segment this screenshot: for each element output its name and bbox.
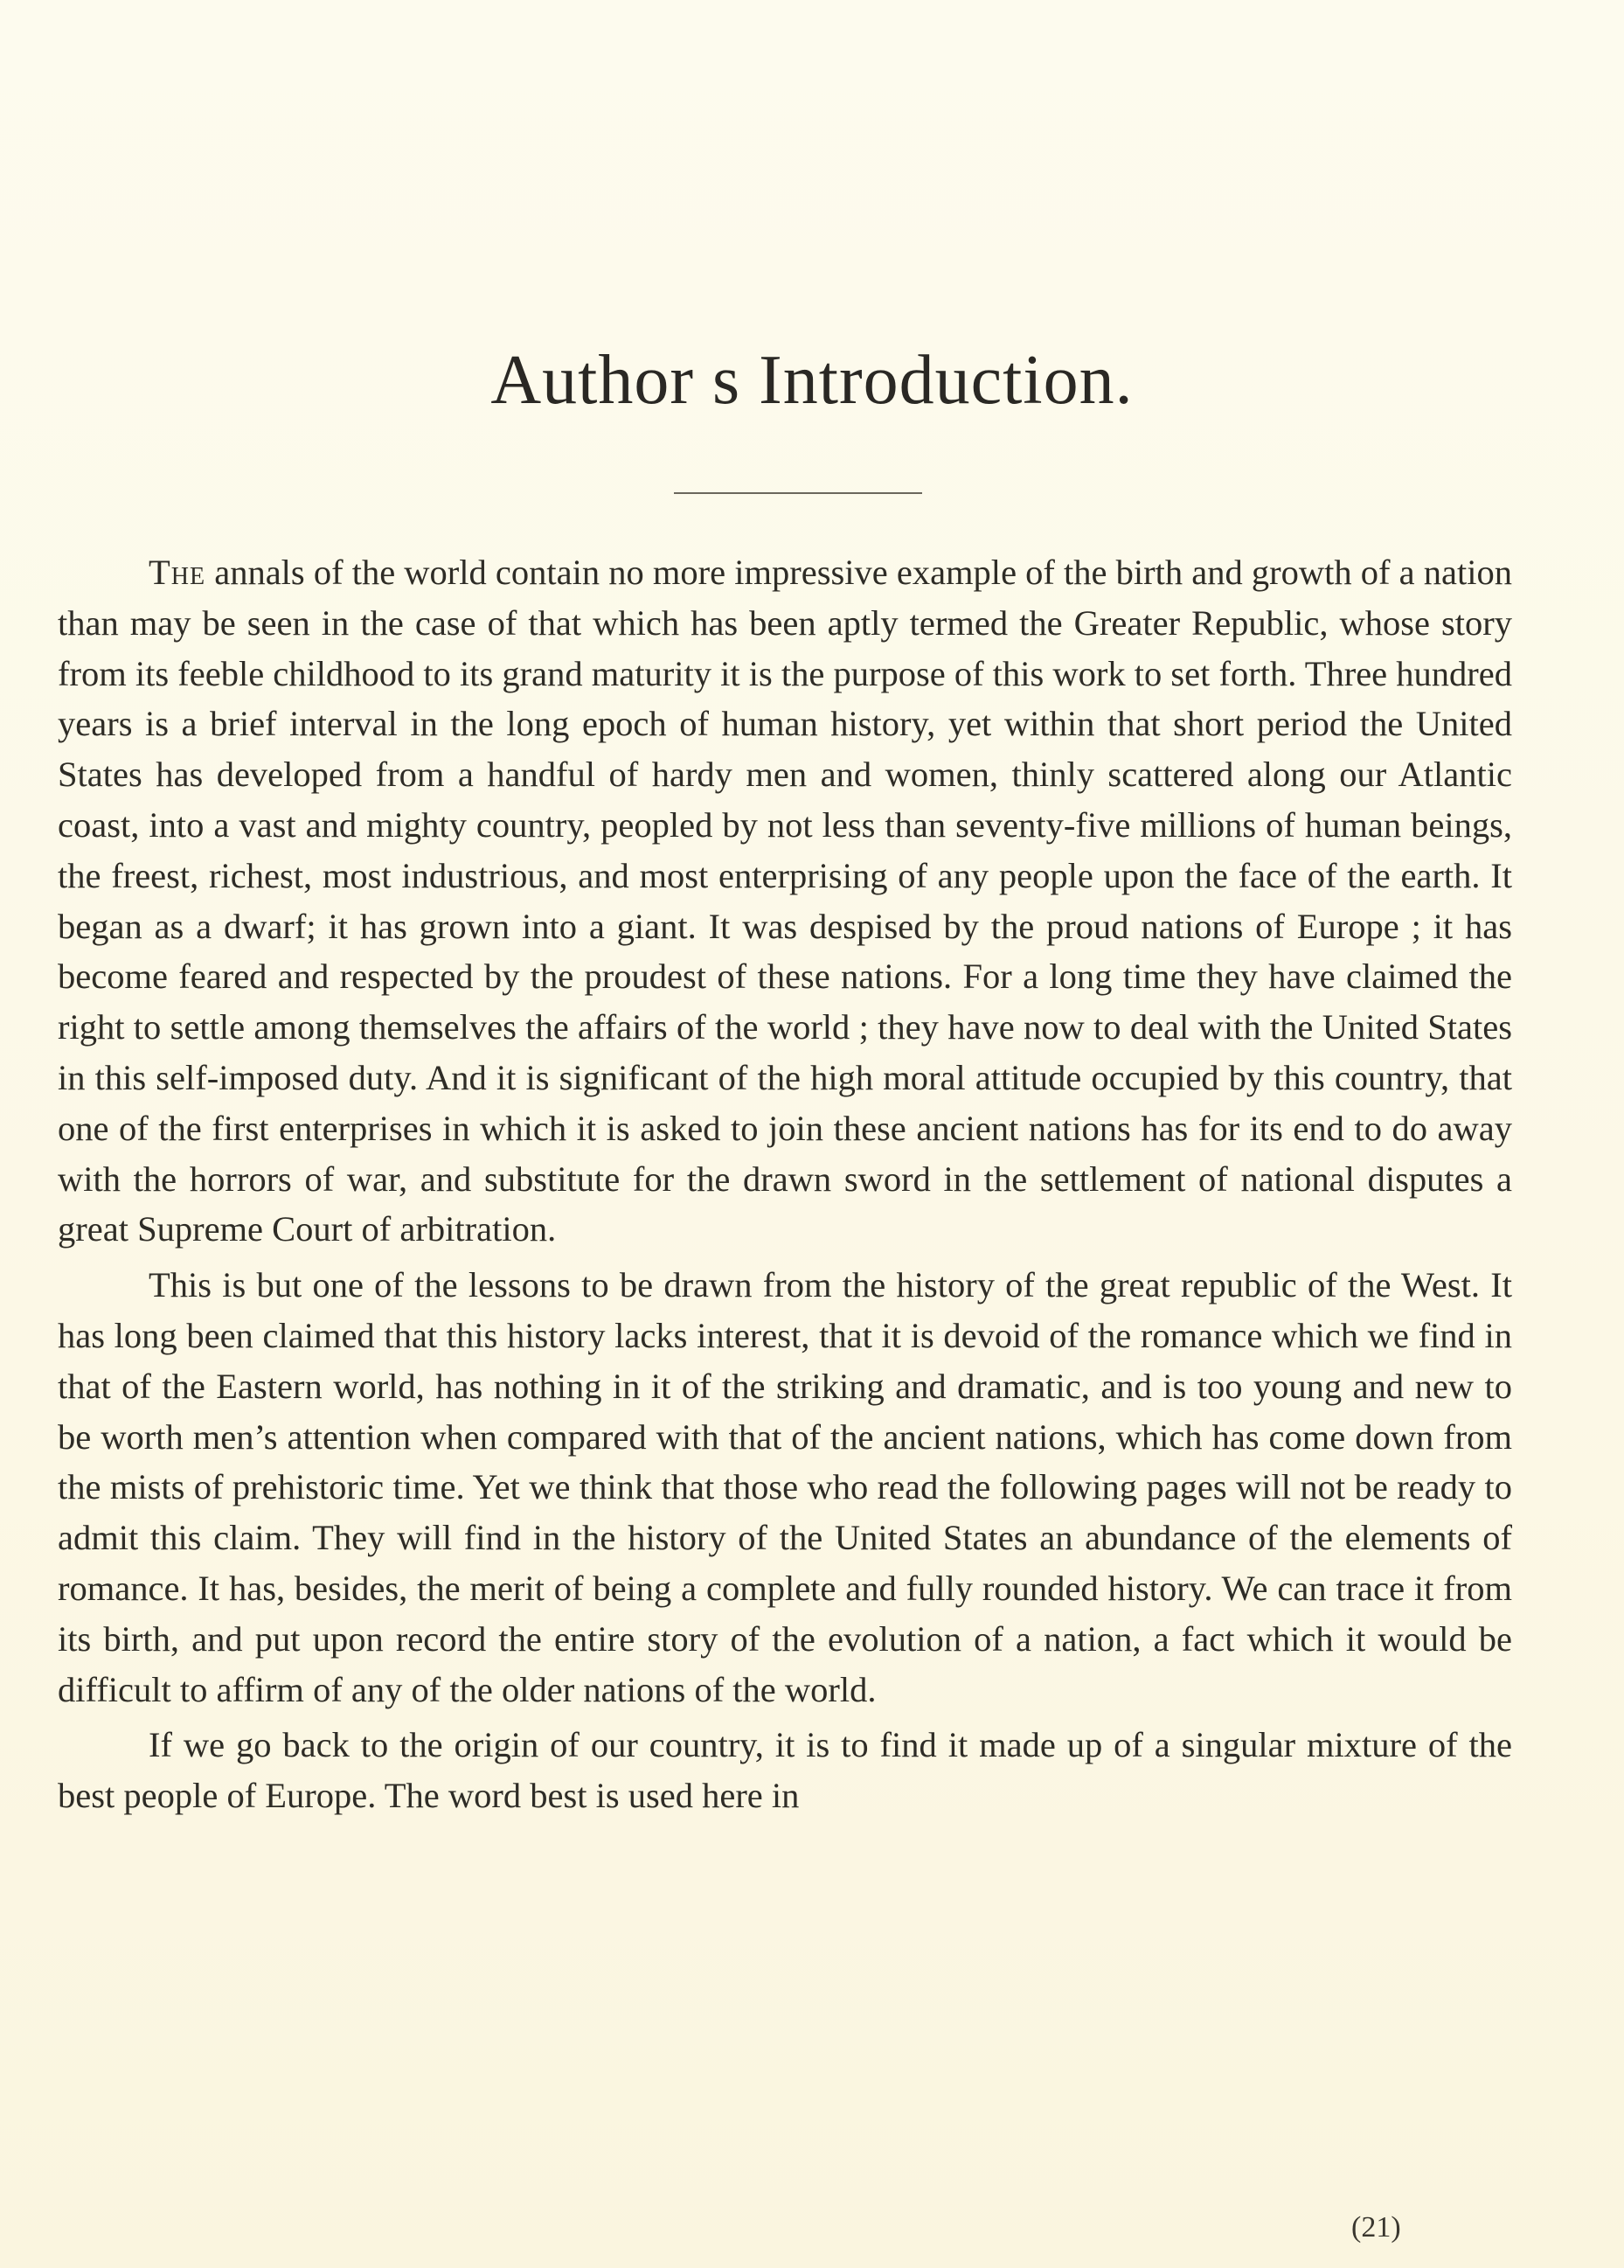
title-divider-rule (674, 492, 922, 494)
paragraph-1-lead-word: The (149, 553, 206, 592)
page-number: (21) (1351, 2211, 1401, 2244)
paragraph-1-text: annals of the world contain no more impressive example of the birth and growth of a nation than may be seen in the case of that which has been aptly termed the Greater Republic, whose story from its feeble childhood to its grand maturity it is the purpose of this work to set forth. Three hundred years is a brief interval in the long epoch of human history, yet within that short period the United States has developed from a handful of hardy men and women, thinly scattered along our Atlantic coast, into a vast and mighty country, peopled by not less than seventy-five millions of human beings, the freest, richest, most industrious, and most enterprising of any people upon the face of the earth. It began as a dwarf; it has grown into a giant. It was despised by the proud nations of Europe ; it has become feared and respected by the proudest of these nations. For a long time they have claimed the right to settle among themselves the affairs of the world ; they have now to deal with the United States in this self-imposed duty. And it is significant of the high moral attitude occupied by this country, that one of the first enterprises in which it is asked to join these ancient nations has for its end to do away with the horrors of war, and substitute for the drawn sword in the settlement of national disputes a great Supreme Court of arbitration. (58, 553, 1512, 1249)
chapter-title: Author s Introduction. (490, 342, 1134, 419)
paragraph-1 (58, 547, 1512, 1255)
paragraph-3: If we go back to the origin of our country, it is to find it made up of a singular mixture of the best people of Europe. The word best is used here in (58, 1725, 1512, 1816)
paragraph-2: This is but one of the lessons to be drawn from the history of the great republic of the West. It has long been claimed that this history lacks interest, that it is devoid of the romance which we find in that of the Eastern world, has nothing in it of the striking and dramatic, and is too young and new to be worth men’s attention when compared with that of the ancient nations, which has come down from the mists of prehistoric time. Yet we think that those who read the following pages will not be ready to admit this claim. They will find in the history of the United States an abundance of the elements of romance. It has, besides, the merit of being a complete and fully rounded history. We can trace it from its birth, and put upon record the entire story of the evolution of a nation, a fact which it would be difficult to affirm of any of the older nations of the world. (58, 1265, 1512, 1709)
introduction-body (58, 547, 1512, 1821)
